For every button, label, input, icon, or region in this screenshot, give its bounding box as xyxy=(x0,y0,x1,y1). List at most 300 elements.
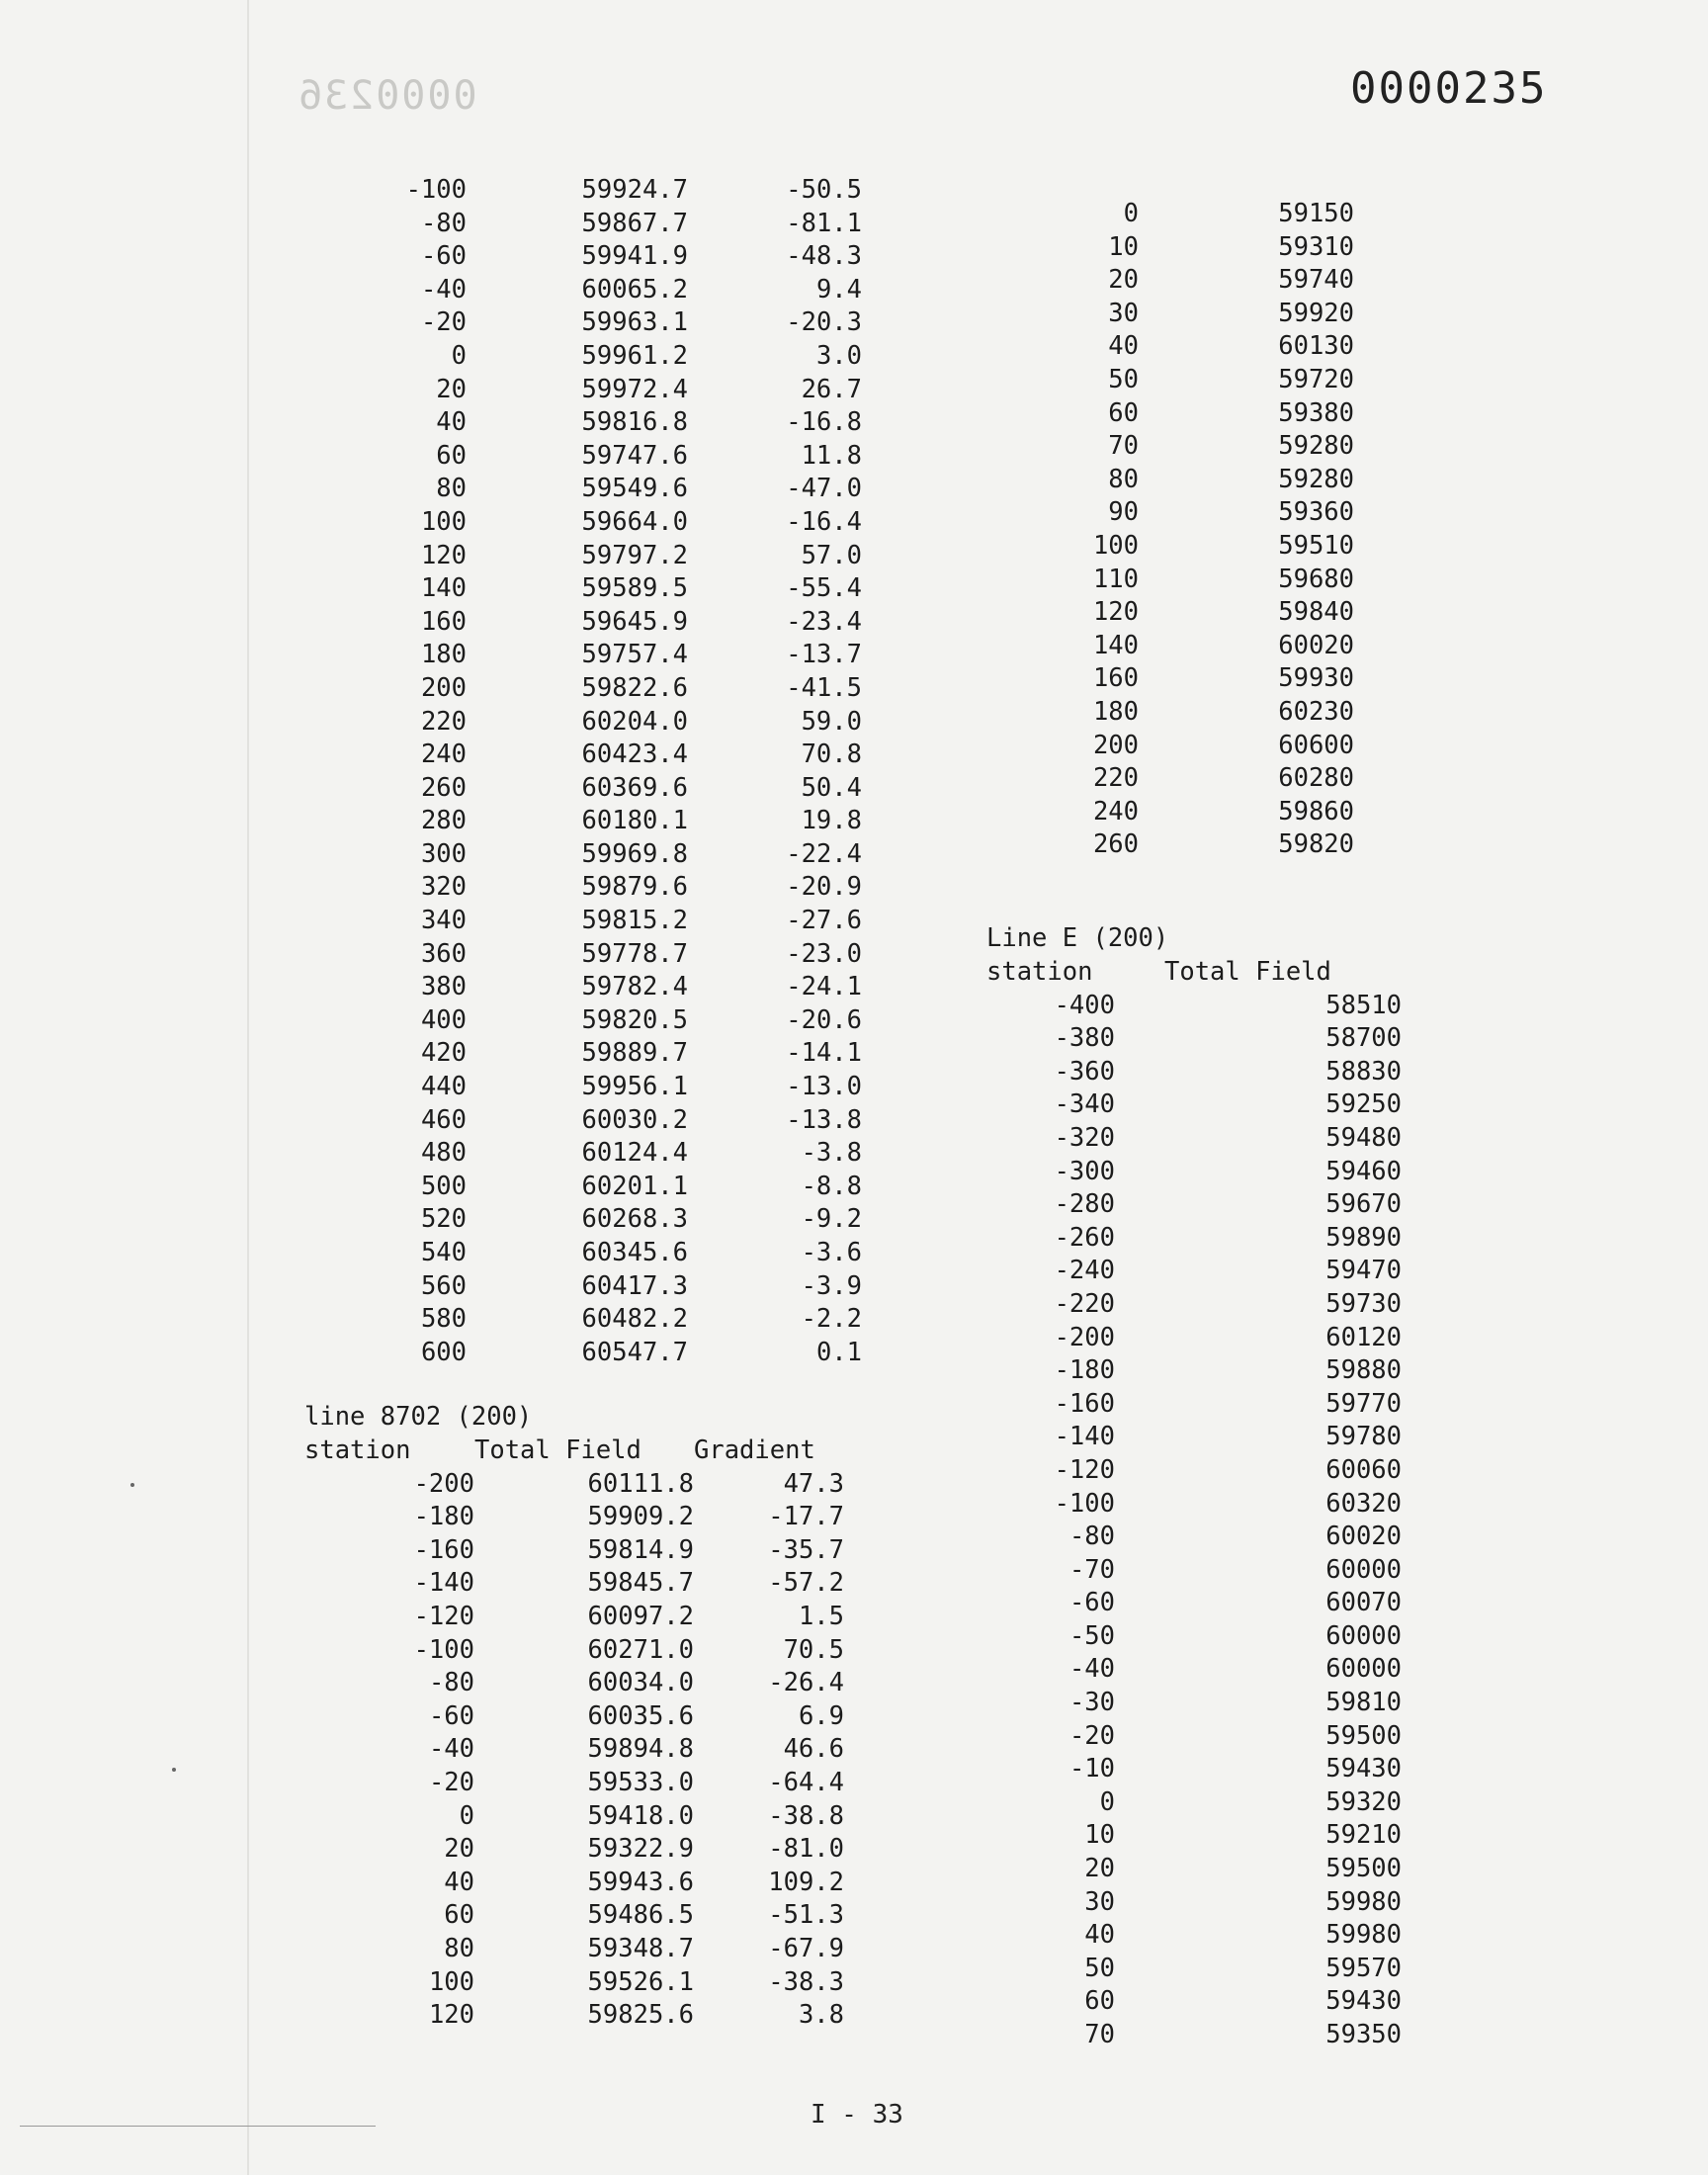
station-cell: -120 xyxy=(413,1601,474,1631)
table-row xyxy=(1056,630,1354,663)
table-row xyxy=(304,1767,844,1800)
table-row xyxy=(1056,364,1354,397)
station-cell: 40 xyxy=(1084,1920,1115,1951)
total-field-cell: 59757.4 xyxy=(581,640,688,670)
table-row xyxy=(986,1554,1402,1588)
station-cell: 300 xyxy=(420,838,467,869)
table-row xyxy=(986,1819,1402,1853)
gradient-cell: 47.3 xyxy=(783,1468,844,1499)
total-field-cell: 59380 xyxy=(1278,397,1354,428)
table-row xyxy=(376,1037,862,1071)
gradient-cell: -47.0 xyxy=(786,474,862,504)
table-row xyxy=(304,1999,844,2033)
station-cell: 600 xyxy=(420,1337,467,1367)
table-row xyxy=(376,208,862,241)
total-field-cell: 59778.7 xyxy=(581,938,688,969)
gradient-cell: 50.4 xyxy=(801,772,862,803)
total-field-cell: 60030.2 xyxy=(581,1104,688,1135)
total-field-cell: 59747.6 xyxy=(581,440,688,471)
total-field-cell: 59816.8 xyxy=(581,407,688,438)
station-cell: -220 xyxy=(1054,1288,1115,1319)
table-row xyxy=(376,1237,862,1270)
total-field-cell: 59589.5 xyxy=(581,573,688,604)
column-header-total-field: Total Field xyxy=(474,1436,641,1465)
table-row xyxy=(376,374,862,407)
station-cell: 80 xyxy=(1108,464,1139,494)
total-field-cell: 59956.1 xyxy=(581,1072,688,1102)
station-cell: 200 xyxy=(1092,730,1139,760)
total-field-cell: 59880 xyxy=(1325,1355,1402,1386)
table-row xyxy=(986,1521,1402,1554)
table-row xyxy=(376,1203,862,1237)
table-row xyxy=(376,871,862,905)
table-row xyxy=(986,1354,1402,1388)
station-cell: 220 xyxy=(420,706,467,737)
table-row xyxy=(986,1786,1402,1820)
table-row xyxy=(304,1501,844,1534)
station-cell: 580 xyxy=(420,1304,467,1335)
gradient-cell: -26.4 xyxy=(768,1668,844,1698)
total-field-cell: 59430 xyxy=(1325,1986,1402,2017)
gradient-cell: -64.4 xyxy=(768,1767,844,1797)
page-edge xyxy=(247,0,249,2175)
total-field-cell: 59920 xyxy=(1278,298,1354,328)
station-cell: -380 xyxy=(1054,1023,1115,1054)
speck xyxy=(130,1483,134,1487)
station-cell: -100 xyxy=(405,175,467,205)
station-cell: 340 xyxy=(420,906,467,936)
table-row xyxy=(986,1421,1402,1454)
station-cell: -240 xyxy=(1054,1256,1115,1286)
table-row xyxy=(986,1156,1402,1189)
table-header-row xyxy=(304,1435,844,1468)
table-row xyxy=(1056,264,1354,298)
table-row xyxy=(376,540,862,573)
table-row xyxy=(376,739,862,772)
station-cell: -10 xyxy=(1068,1754,1115,1784)
station-cell: 160 xyxy=(1092,663,1139,694)
table-row xyxy=(986,1222,1402,1256)
gradient-cell: 3.8 xyxy=(798,2000,844,2031)
gradient-cell: 70.8 xyxy=(801,740,862,770)
gradient-cell: 109.2 xyxy=(768,1867,844,1897)
table-row xyxy=(1056,762,1354,796)
gradient-cell: -41.5 xyxy=(786,672,862,703)
station-cell: -40 xyxy=(1068,1654,1115,1685)
total-field-cell: 59280 xyxy=(1278,431,1354,462)
gradient-cell: 6.9 xyxy=(798,1700,844,1731)
table-row xyxy=(376,240,862,274)
table-row xyxy=(376,1171,862,1204)
station-cell: 420 xyxy=(420,1038,467,1069)
station-cell: 0 xyxy=(459,1800,474,1831)
station-cell: -260 xyxy=(1054,1222,1115,1253)
table-row xyxy=(986,1587,1402,1620)
total-field-cell: 60280 xyxy=(1278,763,1354,794)
table-row xyxy=(986,1255,1402,1288)
table-row xyxy=(986,1653,1402,1687)
gradient-cell: -16.8 xyxy=(786,407,862,438)
total-field-cell: 60345.6 xyxy=(581,1238,688,1267)
table-row xyxy=(376,306,862,340)
total-field-cell: 59430 xyxy=(1325,1754,1402,1784)
total-field-cell: 59810 xyxy=(1325,1688,1402,1718)
total-field-cell: 59815.2 xyxy=(581,906,688,936)
table-row xyxy=(304,1867,844,1900)
total-field-cell: 59889.7 xyxy=(581,1038,688,1069)
station-cell: -160 xyxy=(413,1534,474,1565)
station-cell: -340 xyxy=(1054,1089,1115,1120)
total-field-cell: 60020 xyxy=(1325,1522,1402,1552)
gradient-cell: -81.1 xyxy=(786,208,862,238)
table-row xyxy=(1056,397,1354,431)
total-field-cell: 59924.7 xyxy=(581,175,688,205)
total-field-cell: 59460 xyxy=(1325,1156,1402,1186)
table-row xyxy=(1056,696,1354,730)
table-row xyxy=(376,440,862,474)
station-cell: -80 xyxy=(428,1668,474,1698)
station-cell: 160 xyxy=(420,606,467,637)
station-cell: 80 xyxy=(444,1933,474,1963)
total-field-cell: 59980 xyxy=(1325,1886,1402,1917)
total-field-cell: 59780 xyxy=(1325,1422,1402,1452)
table-row xyxy=(986,1488,1402,1522)
gradient-cell: 11.8 xyxy=(801,440,862,471)
table-row xyxy=(1056,564,1354,597)
station-cell: -320 xyxy=(1054,1122,1115,1153)
table-row xyxy=(986,1122,1402,1156)
table-row xyxy=(376,1137,862,1171)
station-cell: 20 xyxy=(1084,1854,1115,1884)
table-row xyxy=(376,1104,862,1138)
page-number: 0000235 xyxy=(1350,63,1548,114)
table-row xyxy=(376,639,862,672)
total-field-cell: 59348.7 xyxy=(587,1933,694,1963)
gradient-cell: -23.0 xyxy=(786,938,862,969)
total-field-cell: 59930 xyxy=(1278,663,1354,694)
gradient-cell: -38.3 xyxy=(768,1966,844,1997)
station-cell: 220 xyxy=(1092,763,1139,794)
gradient-cell: -14.1 xyxy=(786,1038,862,1069)
total-field-cell: 60120 xyxy=(1325,1322,1402,1352)
station-cell: -180 xyxy=(1054,1355,1115,1386)
total-field-cell: 60097.2 xyxy=(587,1601,694,1631)
total-field-cell: 59526.1 xyxy=(587,1966,694,1997)
gradient-cell: -17.7 xyxy=(768,1502,844,1532)
station-cell: 20 xyxy=(436,374,467,404)
total-field-cell: 58510 xyxy=(1325,990,1402,1020)
table-row xyxy=(376,706,862,740)
station-cell: -300 xyxy=(1054,1156,1115,1186)
gradient-cell: -35.7 xyxy=(768,1534,844,1565)
table-row xyxy=(376,1071,862,1104)
total-field-cell: 60070 xyxy=(1325,1588,1402,1618)
total-field-cell: 59549.6 xyxy=(581,474,688,504)
line-8702-table xyxy=(304,1435,844,2033)
table-row xyxy=(376,838,862,872)
table-row xyxy=(986,990,1402,1023)
gradient-cell: 1.5 xyxy=(798,1601,844,1631)
gradient-cell: 19.8 xyxy=(801,806,862,836)
table-row xyxy=(376,174,862,208)
total-field-cell: 58700 xyxy=(1325,1023,1402,1054)
station-cell: 50 xyxy=(1084,1953,1115,1983)
station-cell: 520 xyxy=(420,1204,467,1235)
total-field-cell: 59664.0 xyxy=(581,506,688,537)
total-field-cell: 59890 xyxy=(1325,1222,1402,1253)
total-field-cell: 59822.6 xyxy=(581,672,688,703)
gradient-cell: -55.4 xyxy=(786,573,862,604)
survey-table-right-continued xyxy=(1056,198,1354,862)
table-row xyxy=(304,1966,844,2000)
total-field-cell: 59418.0 xyxy=(587,1800,694,1831)
table-row xyxy=(376,772,862,806)
station-cell: 60 xyxy=(436,440,467,471)
station-cell: 60 xyxy=(444,1900,474,1931)
gradient-cell: -23.4 xyxy=(786,606,862,637)
footer-rule xyxy=(20,2126,376,2127)
total-field-cell: 60423.4 xyxy=(581,740,688,770)
gradient-cell: -3.8 xyxy=(801,1138,862,1169)
total-field-cell: 59533.0 xyxy=(587,1767,694,1797)
station-cell: 240 xyxy=(420,740,467,770)
station-cell: 20 xyxy=(444,1834,474,1865)
table-row xyxy=(986,1720,1402,1754)
total-field-cell: 59909.2 xyxy=(587,1502,694,1532)
total-field-cell: 59770 xyxy=(1325,1388,1402,1419)
total-field-cell: 59860 xyxy=(1278,796,1354,826)
total-field-cell: 59680 xyxy=(1278,564,1354,594)
station-cell: 70 xyxy=(1108,431,1139,462)
station-cell: 100 xyxy=(428,1966,474,1997)
station-cell: 240 xyxy=(1092,796,1139,826)
total-field-cell: 59280 xyxy=(1278,464,1354,494)
table-row xyxy=(1056,596,1354,630)
station-cell: 80 xyxy=(436,474,467,504)
table-row xyxy=(376,1004,862,1038)
station-cell: 120 xyxy=(1092,597,1139,628)
total-field-cell: 59670 xyxy=(1325,1189,1402,1220)
total-field-cell: 60230 xyxy=(1278,696,1354,727)
gradient-cell: -38.8 xyxy=(768,1800,844,1831)
total-field-cell: 59867.7 xyxy=(581,208,688,238)
station-cell: 60 xyxy=(1084,1986,1115,2017)
table-row xyxy=(1056,231,1354,265)
station-cell: 500 xyxy=(420,1171,467,1201)
table-header-row xyxy=(986,956,1402,990)
total-field-cell: 60320 xyxy=(1325,1488,1402,1519)
total-field-cell: 60034.0 xyxy=(587,1668,694,1698)
table-row xyxy=(376,473,862,506)
table-row xyxy=(986,1454,1402,1488)
station-cell: 0 xyxy=(451,340,467,371)
table-row xyxy=(986,1687,1402,1720)
gradient-cell: -13.8 xyxy=(786,1104,862,1135)
table-row xyxy=(986,1985,1402,2019)
table-row xyxy=(1056,730,1354,763)
table-row xyxy=(1056,496,1354,530)
station-cell: 120 xyxy=(420,540,467,570)
table-row xyxy=(304,1468,844,1502)
station-cell: 120 xyxy=(428,2000,474,2031)
table-row xyxy=(376,905,862,938)
table-row xyxy=(376,406,862,440)
column-header-total-field: Total Field xyxy=(1164,957,1331,987)
station-cell: 30 xyxy=(1084,1886,1115,1917)
station-cell: -200 xyxy=(413,1468,474,1499)
station-cell: -20 xyxy=(428,1767,474,1797)
total-field-cell: 60180.1 xyxy=(581,806,688,836)
total-field-cell: 60035.6 xyxy=(587,1700,694,1731)
total-field-cell: 59894.8 xyxy=(587,1734,694,1765)
total-field-cell: 59500 xyxy=(1325,1720,1402,1751)
table-row xyxy=(304,1899,844,1933)
gradient-cell: -2.2 xyxy=(801,1304,862,1335)
total-field-cell: 59645.9 xyxy=(581,606,688,637)
station-cell: 380 xyxy=(420,972,467,1002)
total-field-cell: 59486.5 xyxy=(587,1900,694,1931)
table-row xyxy=(986,1919,1402,1953)
gradient-cell: 26.7 xyxy=(801,374,862,404)
station-cell: -70 xyxy=(1068,1554,1115,1585)
gradient-cell: 59.0 xyxy=(801,706,862,737)
total-field-cell: 59820 xyxy=(1278,829,1354,860)
table-row xyxy=(1056,298,1354,331)
total-field-cell: 59510 xyxy=(1278,530,1354,561)
station-cell: 20 xyxy=(1108,265,1139,296)
table-row xyxy=(986,1388,1402,1422)
station-cell: 440 xyxy=(420,1072,467,1102)
station-cell: 60 xyxy=(1108,397,1139,428)
table-row xyxy=(376,506,862,540)
station-cell: 540 xyxy=(420,1238,467,1267)
table-row xyxy=(304,1833,844,1867)
station-cell: 0 xyxy=(1123,199,1139,228)
table-row xyxy=(986,1188,1402,1222)
station-cell: -100 xyxy=(1054,1488,1115,1519)
table-row xyxy=(1056,662,1354,696)
total-field-cell: 59782.4 xyxy=(581,972,688,1002)
column-header-station: station xyxy=(986,957,1093,987)
gradient-cell: -20.3 xyxy=(786,307,862,338)
total-field-cell: 59322.9 xyxy=(587,1834,694,1865)
total-field-cell: 59797.2 xyxy=(581,540,688,570)
footer-page-number: I - 33 xyxy=(811,2100,903,2130)
total-field-cell: 59720 xyxy=(1278,364,1354,394)
table-row xyxy=(1056,796,1354,829)
gradient-cell: -3.6 xyxy=(801,1238,862,1267)
total-field-cell: 60000 xyxy=(1325,1654,1402,1685)
station-cell: -280 xyxy=(1054,1189,1115,1220)
station-cell: 260 xyxy=(420,772,467,803)
station-cell: -20 xyxy=(420,307,467,338)
table-row xyxy=(1056,530,1354,564)
station-cell: -140 xyxy=(1054,1422,1115,1452)
station-cell: -180 xyxy=(413,1502,474,1532)
gradient-cell: 70.5 xyxy=(783,1634,844,1665)
station-cell: -120 xyxy=(1054,1454,1115,1485)
total-field-cell: 59740 xyxy=(1278,265,1354,296)
gradient-cell: -27.6 xyxy=(786,906,862,936)
line-8702-title: line 8702 (200) xyxy=(304,1402,533,1432)
table-row xyxy=(376,1270,862,1304)
column-header-station: station xyxy=(304,1436,411,1465)
total-field-cell: 59969.8 xyxy=(581,838,688,869)
table-row xyxy=(376,1337,862,1370)
total-field-cell: 59879.6 xyxy=(581,872,688,903)
gradient-cell: -3.9 xyxy=(801,1270,862,1301)
table-row xyxy=(304,1933,844,1966)
total-field-cell: 60600 xyxy=(1278,730,1354,760)
station-cell: 400 xyxy=(420,1004,467,1035)
station-cell: -60 xyxy=(428,1700,474,1731)
station-cell: 200 xyxy=(420,672,467,703)
total-field-cell: 60060 xyxy=(1325,1454,1402,1485)
total-field-cell: 59941.9 xyxy=(581,241,688,272)
total-field-cell: 59470 xyxy=(1325,1256,1402,1286)
total-field-cell: 59814.9 xyxy=(587,1534,694,1565)
gradient-cell: -9.2 xyxy=(801,1204,862,1235)
gradient-cell: -16.4 xyxy=(786,506,862,537)
station-cell: 40 xyxy=(1108,331,1139,362)
gradient-cell: -51.3 xyxy=(768,1900,844,1931)
total-field-cell: 60130 xyxy=(1278,331,1354,362)
table-row xyxy=(1056,430,1354,464)
table-row xyxy=(986,1620,1402,1654)
gradient-cell: -50.5 xyxy=(786,175,862,205)
station-cell: -40 xyxy=(420,274,467,304)
gradient-cell: -13.7 xyxy=(786,640,862,670)
total-field-cell: 59350 xyxy=(1325,2020,1402,2049)
line-e-table xyxy=(986,956,1402,2052)
table-row xyxy=(376,672,862,706)
gradient-cell: 46.6 xyxy=(783,1734,844,1765)
table-row xyxy=(304,1667,844,1700)
station-cell: 480 xyxy=(420,1138,467,1169)
total-field-cell: 59320 xyxy=(1325,1786,1402,1817)
table-row xyxy=(376,938,862,972)
table-row xyxy=(304,1567,844,1601)
total-field-cell: 60417.3 xyxy=(581,1270,688,1301)
station-cell: 560 xyxy=(420,1270,467,1301)
table-row xyxy=(376,1303,862,1337)
column-header-gradient: Gradient xyxy=(694,1436,815,1465)
gradient-cell: 9.4 xyxy=(815,274,862,304)
station-cell: -50 xyxy=(1068,1620,1115,1651)
table-row xyxy=(986,1322,1402,1355)
station-cell: -80 xyxy=(420,208,467,238)
total-field-cell: 59963.1 xyxy=(581,307,688,338)
station-cell: -100 xyxy=(413,1634,474,1665)
gradient-cell: -20.6 xyxy=(786,1004,862,1035)
gradient-cell: -24.1 xyxy=(786,972,862,1002)
station-cell: 320 xyxy=(420,872,467,903)
gradient-cell: 3.0 xyxy=(815,340,862,371)
station-cell: 70 xyxy=(1084,2020,1115,2049)
total-field-cell: 60124.4 xyxy=(581,1138,688,1169)
table-row xyxy=(304,1700,844,1734)
station-cell: 40 xyxy=(436,407,467,438)
station-cell: -60 xyxy=(420,241,467,272)
total-field-cell: 59570 xyxy=(1325,1953,1402,1983)
table-row xyxy=(1056,464,1354,497)
total-field-cell: 59820.5 xyxy=(581,1004,688,1035)
total-field-cell: 59360 xyxy=(1278,497,1354,528)
station-cell: 10 xyxy=(1108,231,1139,262)
survey-table-continued xyxy=(376,174,862,1369)
total-field-cell: 59845.7 xyxy=(587,1568,694,1599)
station-cell: 360 xyxy=(420,938,467,969)
